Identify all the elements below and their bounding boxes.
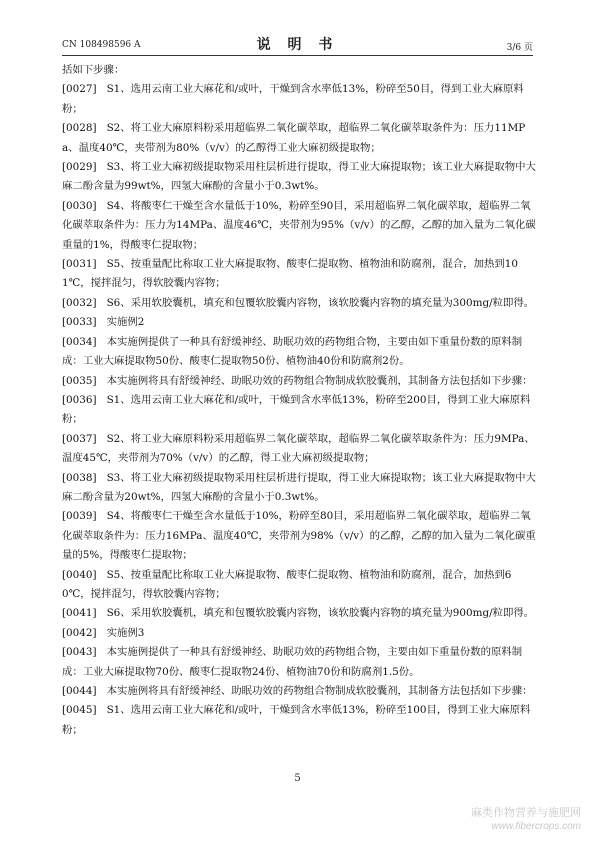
paragraph <box>62 682 536 701</box>
paragraph-number: [0029] <box>62 161 97 174</box>
paragraph-number: [0041] <box>62 607 97 620</box>
paragraph <box>62 158 536 197</box>
paragraph-text: 实施例2 <box>106 316 145 329</box>
page-indicator: 3/6 页 <box>506 43 533 53</box>
paragraph <box>62 61 536 80</box>
paragraph-text: S1、选用云南工业大麻花和/或叶，干燥到含水率低13%，粉碎至100目，得到工业大麻原料粉； <box>62 704 531 736</box>
paragraph-text: S6、采用软胶囊机，填充和包覆软胶囊内容物，该软胶囊内容物的填充量为900mg/粒即得。 <box>106 607 535 620</box>
paragraph <box>62 507 536 565</box>
paragraph-number: [0030] <box>62 199 97 212</box>
paragraph-text: S5、按重量配比称取工业大麻提取物、酸枣仁提取物、植物油和防腐剂，混合，加热到60℃，搅拌混匀，得软胶囊内容物； <box>62 568 512 600</box>
document-body <box>62 61 536 740</box>
paragraph-text: 本实施例将具有舒缓神经、助眠功效的药物组合物制成软胶囊剂，其制备方法包括如下步骤： <box>106 374 533 387</box>
paragraph <box>62 313 536 332</box>
paragraph-text: S3、将工业大麻初级提取物采用柱层析进行提取，得工业大麻提取物；该工业大麻提取物中大麻二酚含量为99wt%，四氢大麻酚的含量小于0.3wt%。 <box>62 161 536 193</box>
watermark-url: www.fibercrops.com <box>491 821 581 832</box>
paragraph-text: 实施例3 <box>106 626 145 639</box>
paragraph-text: S2、将工业大麻原料粉采用超临界二氧化碳萃取，超临界二氧化碳萃取条件为：压力11MPa、温度40℃，夹带剂为80%（v/v）的乙醇得工业大麻初级提取物； <box>62 122 526 154</box>
document-title: 说 明 书 <box>256 37 339 53</box>
paragraph-number: [0034] <box>62 335 97 348</box>
paragraph-text: S6、采用软胶囊机，填充和包覆软胶囊内容物，该软胶囊内容物的填充量为300mg/粒即得。 <box>106 296 535 309</box>
paragraph-number: [0035] <box>62 374 97 387</box>
page-header <box>62 34 533 54</box>
paragraph-text: S2、将工业大麻原料粉采用超临界二氧化碳萃取，超临界二氧化碳萃取条件为：压力9MPa、温度45℃，夹带剂为70%（v/v）的乙醇，得工业大麻初级提取物； <box>62 432 535 465</box>
paragraph <box>62 294 536 313</box>
paragraph-text: S4、将酸枣仁干燥至含水量低于10%，粉碎至80目，采用超临界二氧化碳萃取，超临界二氧化碳萃取条件为：压力16MPa、温度40℃，夹带剂为98%（v/v）的乙醇，乙醇的加入量为二氧化碳重量的5%，得酸枣仁提取物； <box>62 510 536 562</box>
paragraph-number: [0027] <box>62 83 97 96</box>
paragraph-text: 本实施例提供了一种具有舒缓神经、助眠功效的药物组合物，主要由如下重量份数的原料制成：工业大麻提取物50份、酸枣仁提取物50份、植物油40份和防腐剂2份。 <box>62 335 523 368</box>
watermark-site-name: 麻类作物营养与施肥网 <box>471 807 581 819</box>
patent-number: CN 108498596 A <box>62 40 141 50</box>
paragraph-number: [0031] <box>62 258 97 271</box>
paragraph <box>62 372 536 391</box>
paragraph-text: S1、选用云南工业大麻花和/或叶，干燥到含水率低13%，粉碎至200目，得到工业大麻原料粉； <box>62 393 531 426</box>
paragraph <box>62 197 536 255</box>
paragraph-number: [0045] <box>62 704 97 717</box>
paragraph-text: S3、将工业大麻初级提取物采用柱层析进行提取，得工业大麻提取物；该工业大麻提取物中大麻二酚含量为20wt%，四氢大麻酚的含量小于0.3wt%。 <box>62 471 536 503</box>
paragraph-text: 括如下步骤： <box>62 64 125 76</box>
paragraph-number: [0032] <box>62 296 97 309</box>
paragraph <box>62 255 536 294</box>
paragraph-text: S4、将酸枣仁干燥至含水量低于10%，粉碎至90目，采用超临界二氧化碳萃取，超临界二氧化碳萃取条件为：压力为14MPa、温度46℃，夹带剂为95%（v/v）的乙醇，乙醇的加入量为二氧化碳重量的1%，得酸枣仁提取物； <box>62 199 536 251</box>
paragraph-number: [0038] <box>62 471 97 484</box>
paragraph-text: S1、选用云南工业大麻花和/或叶，干燥到含水率低13%，粉碎至50目，得到工业大麻原料粉； <box>62 83 524 115</box>
paragraph <box>62 391 536 430</box>
paragraph-number: [0028] <box>62 122 97 135</box>
paragraph <box>62 624 536 643</box>
paragraph-number: [0044] <box>62 685 97 697</box>
paragraph <box>62 119 536 158</box>
paragraph-number: [0036] <box>62 393 97 406</box>
paragraph <box>62 333 536 372</box>
paragraph-text: 本实施例提供了一种具有舒缓神经、助眠功效的药物组合物，主要由如下重量份数的原料制成：工业大麻提取物70份、酸枣仁提取物24份、植物油70份和防腐剂1.5份。 <box>62 646 523 678</box>
watermark <box>471 806 581 834</box>
paragraph <box>62 701 536 740</box>
paragraph <box>62 80 536 119</box>
paragraph <box>62 469 536 508</box>
header-divider <box>62 55 533 56</box>
page-number: 5 <box>294 773 301 784</box>
paragraph-number: [0033] <box>62 316 97 329</box>
paragraph-number: [0043] <box>62 646 97 659</box>
paragraph-number: [0039] <box>62 510 97 523</box>
paragraph <box>62 604 536 623</box>
paragraph-number: [0042] <box>62 626 97 639</box>
paragraph <box>62 643 536 682</box>
paragraph-text: S5、按重量配比称取工业大麻提取物、酸枣仁提取物、植物油和防腐剂，混合，加热到101℃，搅拌混匀，得软胶囊内容物； <box>62 258 518 290</box>
paragraph <box>62 566 536 605</box>
paragraph-number: [0040] <box>62 568 97 581</box>
paragraph-text: 本实施例将具有舒缓神经、助眠功效的药物组合物制成软胶囊剂，其制备方法包括如下步骤： <box>106 685 533 697</box>
paragraph-number: [0037] <box>62 432 97 445</box>
paragraph <box>62 430 536 469</box>
